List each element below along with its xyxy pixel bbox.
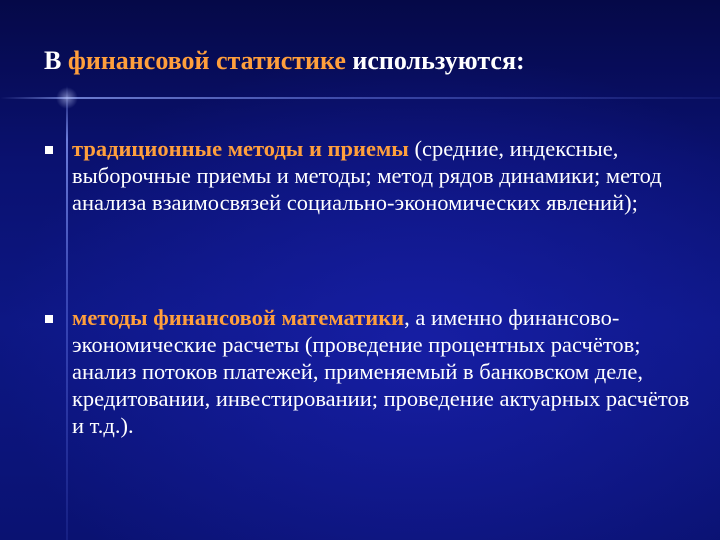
square-bullet-icon	[45, 146, 53, 154]
title-prefix: В	[44, 46, 68, 75]
bullet-lead: методы финансовой математики	[72, 305, 405, 330]
square-bullet-icon	[45, 315, 53, 323]
decorative-glow	[56, 87, 78, 109]
bullet-text	[72, 135, 692, 216]
bullet-rest: (средние, индексные, выборочные приемы и методы; метод рядов динамики; метод анализа взаимосвязей социально-экономических явлений);	[72, 136, 662, 215]
decorative-horizontal-line	[0, 97, 720, 99]
title-suffix: используются:	[345, 46, 525, 75]
slide-title	[44, 44, 525, 78]
bullet-lead: традиционные методы и приемы	[72, 136, 409, 161]
bullet-text	[72, 304, 692, 439]
title-accent: финансовой статистике	[67, 46, 346, 75]
bullet-rest: , а именно финансово-экономические расчеты (проведение процентных расчётов; анализ потоков платежей, применяемый в банковском деле, кредитовании, инвестировании; проведение актуарных расчётов и т.д.).	[72, 305, 690, 438]
decorative-vertical-line	[66, 85, 68, 540]
